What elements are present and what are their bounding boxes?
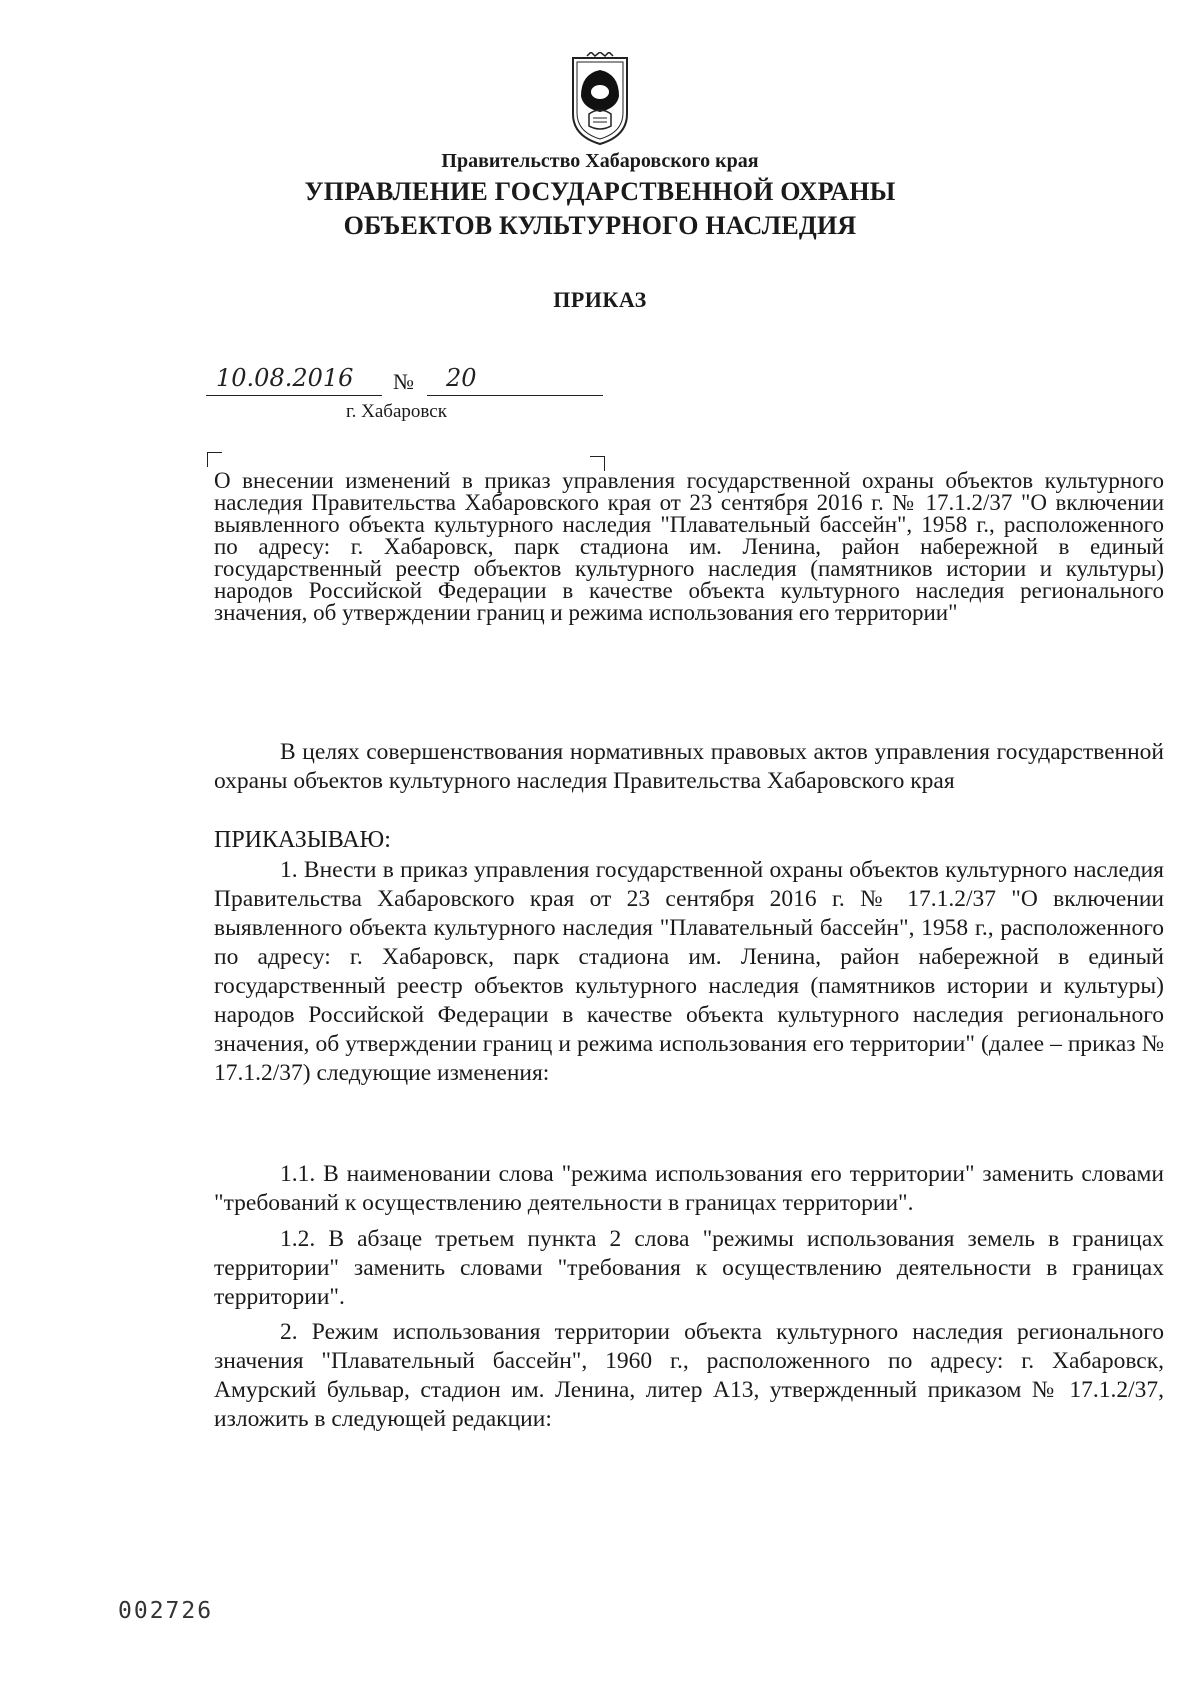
number-label: №	[393, 369, 414, 394]
document-title: ПРИКАЗ	[553, 287, 647, 312]
date-underline	[206, 395, 382, 396]
order-subject: О внесении изменений в приказ управления государственной охраны объектов культурного наследия Правительства Хабаровского края от 23 сентября 2016 г. № 17.1.2/37 "О включении выявленного объекта культурного наследия "Плавательный бассейн", 1958 г., расположенного по адресу: г. Хабаровск, парк стадиона им. Ленина, район набережной в единый государственный реестр объектов культурного наследия (памятников истории и культуры) народов Российской Федерации в качестве объекта культурного наследия регионального значения, об утверждении границ и режима использования его территории"	[214, 468, 1164, 625]
order-date: 10.08.2016	[216, 364, 354, 392]
coat-of-arms-icon	[567, 52, 633, 147]
paragraph-1-1: 1.1. В наименовании слова "режима использования его территории" заменить словами "требований к осуществлению деятельности в границах территории".	[214, 1161, 1164, 1216]
paragraph-1-2: 1.2. В абзаце третьем пункта 2 слова "режимы использования земель в границах территории" заменить словами "требования к осуществлению деятельности в границах территории".	[214, 1226, 1164, 1310]
government-name: Правительство Хабаровского края	[441, 150, 759, 172]
subject-corner-left	[207, 452, 222, 467]
intro-paragraph: В целях совершенствования нормативных правовых актов управления государственной охраны объектов культурного наследия Правительства Хабаровского края	[214, 739, 1164, 794]
department-name-line2: ОБЪЕКТОВ КУЛЬТУРНОГО НАСЛЕДИЯ	[343, 211, 857, 240]
number-underline	[427, 395, 603, 396]
department-name-line1: УПРАВЛЕНИЕ ГОСУДАРСТВЕННОЙ ОХРАНЫ	[304, 177, 896, 206]
order-number: 20	[446, 364, 477, 392]
city-name: г. Хабаровск	[346, 401, 447, 422]
registration-number: 002726	[118, 1598, 214, 1624]
paragraph-2: 2. Режим использования территории объекта культурного наследия регионального значения "Плавательный бассейн", 1960 г., расположенного по адресу: г. Хабаровск, Амурский бульвар, стадион им. Ленина, литер А13, утвержденный приказом № 17.1.2/37, изложить в следующей редакции:	[214, 1319, 1164, 1432]
order-word: ПРИКАЗЫВАЮ:	[214, 827, 391, 853]
paragraph-1: 1. Внести в приказ управления государственной охраны объектов культурного наследия Правительства Хабаровского края от 23 сентября 2016 г. № 17.1.2/37 "О включении выявленного объекта культурного наследия "Плавательный бассейн", 1958 г., расположенного по адресу: г. Хабаровск, парк стадиона им. Ленина, район набережной в единый государственный реестр объектов культурного наследия (памятников истории и культуры) народов Российской Федерации в качестве объекта культурного наследия регионального значения, об утверждении границ и режима использования его территории" (далее – приказ № 17.1.2/37) следующие изменения:	[214, 857, 1164, 1086]
